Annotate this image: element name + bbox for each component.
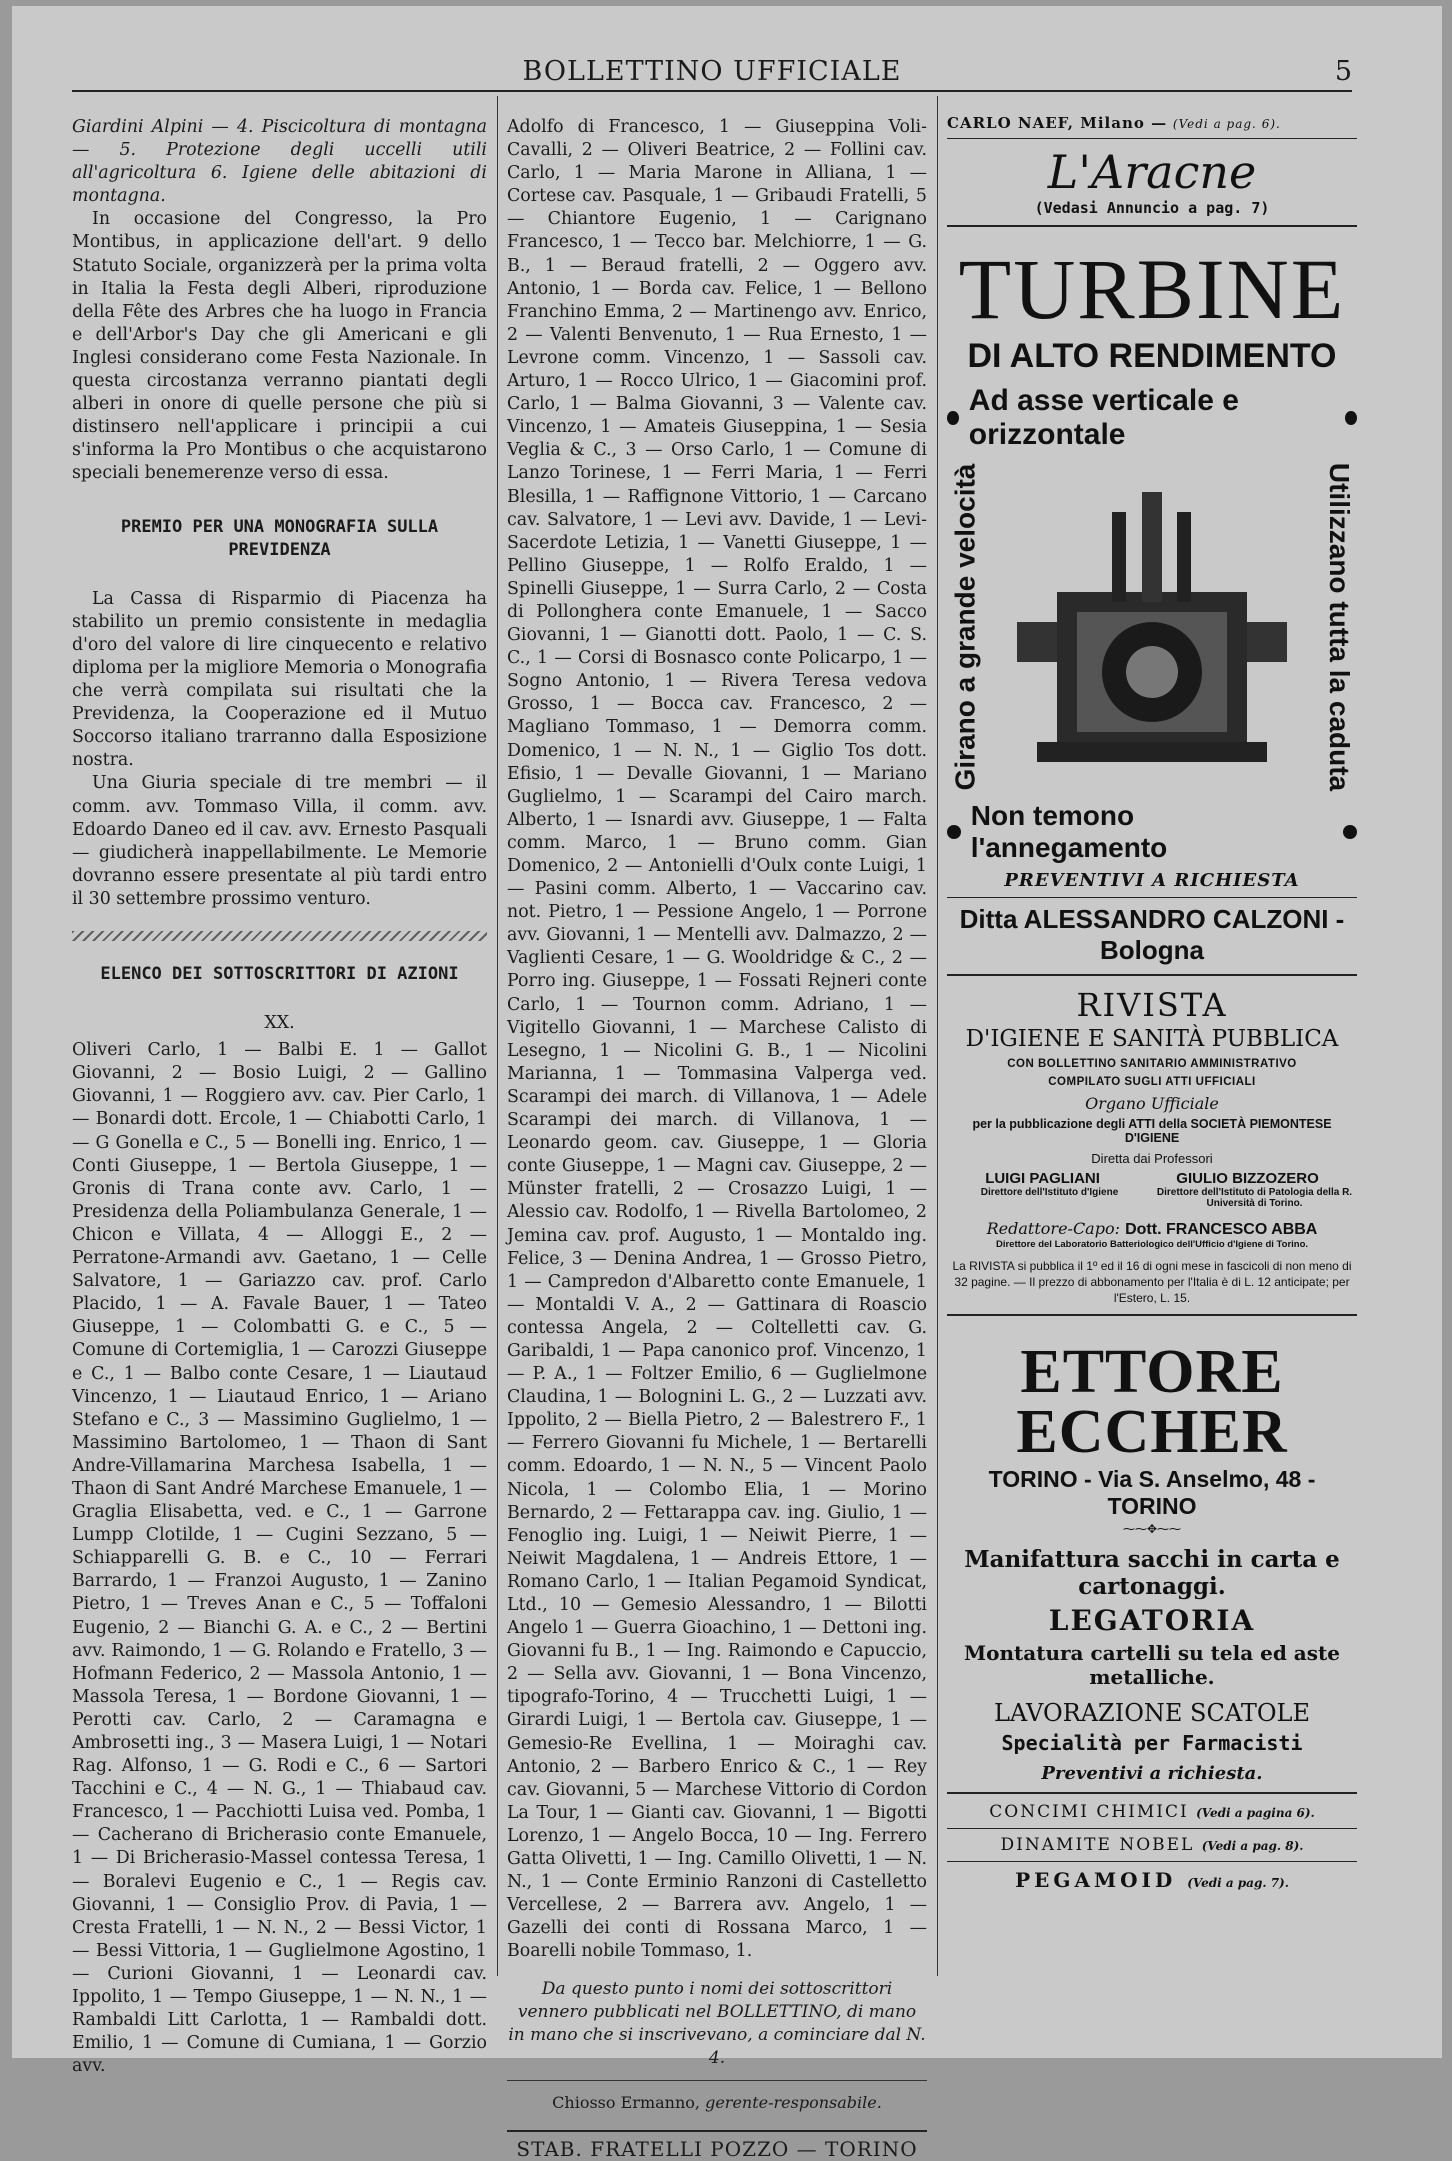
ad-annegamento-line xyxy=(947,800,1357,864)
paragraph-giuria: Una Giuria speciale di tre membri — il comm. avv. Tommaso Villa, il comm. avv. Edoardo Daneo ed il cav. avv. Ernesto Pasquali — giudicherà inappellabilmente. Le Memorie dovranno essere presentate al più tardi entro il 30 settembre prossimo venturo. xyxy=(72,773,487,909)
ad-ditta-calzoni: Ditta ALESSANDRO CALZONI - Bologna xyxy=(959,904,1345,965)
redattore-name: Dott. FRANCESCO ABBA xyxy=(1125,1221,1318,1238)
ad-turbine-title: TURBINE xyxy=(958,241,1346,337)
ad-alto-rendimento: DI ALTO RENDIMENTO xyxy=(967,337,1337,375)
bullet-icon xyxy=(947,411,959,425)
ad-pegamoid xyxy=(947,1868,1357,1892)
professor-bizzozero-role: Direttore dell'Istituto di Patologia della R. Università di Torino. xyxy=(1156,1187,1353,1209)
ad-rivista-title: RIVISTA xyxy=(1076,986,1228,1024)
ad-eccher-legatoria: LEGATORIA xyxy=(1048,1604,1256,1637)
ad-concimi xyxy=(947,1802,1357,1822)
professor-pagliani: LUIGI PAGLIANI xyxy=(985,1170,1100,1187)
ad-rivista-pubblicazione: per la pubblicazione degli ATTI della SOCIETÀ PIEMONTESE D'IGIENE xyxy=(972,1117,1332,1145)
ad-eccher-lavorazione: LAVORAZIONE SCATOLE xyxy=(993,1699,1310,1727)
ad-aracne-ref: (Vedasi Annuncio a pag. 7) xyxy=(1034,199,1270,217)
professor-pagliani-role: Direttore dell'Istituto d'Igiene xyxy=(980,1187,1119,1198)
ad-rivista-professor-roles xyxy=(947,1187,1357,1209)
ad-rivista-subtitle: D'IGIENE E SANITÀ PUBBLICA xyxy=(965,1026,1339,1052)
redattore-label: Redattore-Capo: xyxy=(986,1219,1120,1238)
paragraph-premio: La Cassa di Risparmio di Piacenza ha stabilito un premio consistente in medaglia d'oro del valore di lire cinquecento e relativo diploma per la migliore Memoria o Monografia che verrà compilata sui risultati che la Previdenza, la Cooperazione ed il Mutuo Soccorso italiano trarranno dalla Esposizione nostra. xyxy=(72,588,487,771)
ad-pegamoid-ref: (Vedi a pag. 7). xyxy=(1187,1876,1289,1890)
ad-eccher-manifattura: Manifattura sacchi in carta e cartonaggi. xyxy=(964,1546,1340,1600)
ad-eccher-title: ETTORE ECCHER xyxy=(1016,1338,1288,1466)
ad-eccher-montatura: Montatura cartelli su tela ed aste metalliche. xyxy=(964,1641,1340,1689)
bullet-icon xyxy=(947,825,961,839)
ad-rivista-compilato: COMPILATO SUGLI ATTI UFFICIALI xyxy=(1048,1076,1256,1088)
ad-pegamoid-name: PEGAMOID xyxy=(1015,1868,1177,1892)
ad-annegamento: Non temono l'annegamento xyxy=(970,800,1168,863)
redattore-role: Direttore del Laboratorio Batteriologico dell'Ufficio d'Igiene di Torino. xyxy=(995,1239,1309,1250)
ad-dinamite xyxy=(947,1835,1357,1855)
ad-rule xyxy=(947,974,1357,976)
ad-right-vertical-text xyxy=(1321,462,1357,792)
ad-eccher-preventivi: Preventivi a richiesta. xyxy=(1041,1763,1263,1784)
gerente-line xyxy=(507,2091,927,2114)
ad-rule xyxy=(947,1828,1357,1829)
ad-aracne-logo: L'Aracne xyxy=(1047,145,1257,199)
professor-bizzozero: GIULIO BIZZOZERO xyxy=(1176,1170,1319,1187)
ad-preventivi: PREVENTIVI A RICHIESTA xyxy=(1004,870,1300,891)
ad-rivista-bollettino: CON BOLLETTINO SANITARIO AMMINISTRATIVO xyxy=(1007,1058,1297,1070)
section-number: XX. xyxy=(264,1013,295,1034)
page-header xyxy=(72,44,1352,92)
ad-asse: Ad asse verticale e orizzontale xyxy=(968,384,1239,451)
ad-naef-ref: (Vedi a pag. 6). xyxy=(1172,117,1281,131)
column-advertisements xyxy=(947,114,1357,1896)
ad-left-vertical-label: Girano a grande velocità xyxy=(949,463,980,791)
subscriber-list-middle: Adolfo di Francesco, 1 — Giuseppina Voli-Cavalli, 2 — Oliveri Beatrice, 2 — Follini cav. Carlo, 1 — Maria Marone in Alliana, 1 — Cortese cav. Pasquale, 1 — Gribaudi Fratelli, 5 — Chiantore Eugenio, 1 — Carignano Francesco, 1 — Tecco bar. Melchiorre, 1 — G. B., 1 — Beraud fratelli, 2 — Oggero avv. Antonio, 1 — Borda cav. Felice, 1 — Bellono Franchino Emma, 2 — Martinengo avv. Enrico, 2 — Valenti Benvenuto, 1 — Rua Ernesto, 1 — Levrone comm. Vincenzo, 1 — Sassoli cav. Arturo, 1 — Rocco Ulrico, 1 — Giacomini prof. Carlo, 1 — Balma Giovanni, 3 — Valente cav. Vincenzo, 1 — Amateis Giuseppina, 1 — Sesia Veglia & C., 3 — Orso Carlo, 1 — Comune di Lanzo Torinese, 1 — Ferri Maria, 1 — Ferri Blesilla, 1 — Raffignone Vittorio, 1 — Carcano cav. Salvatore, 1 — Levi avv. Davide, 1 — Levi-Sacerdote Letizia, 1 — Vanetti Giuseppe, 1 — Pellino Giuseppe, 1 — Rolfo Eraldo, 1 — Spinelli Giuseppe, 1 — Surra Carlo, 2 — Costa di Pollonghera conte Emanuele, 1 — Sacco Giovanni, 1 — Gianotti dott. Paolo, 1 — C. S. C., 1 — Corsi di Bosnasco conte Policarpo, 1 — Sogno Antonio, 1 — Rivera Teresa vedova Grosso, 1 — Bocca cav. Francesco, 2 — Magliano Tommaso, 1 — Demorra comm. Domenico, 1 — N. N., 1 — Giglio Tos dott. Efisio, 1 — Devalle Giovanni, 1 — Mariano Guglielmo, 1 — Scarampi del Cairo march. Alberto, 1 — Isnardi avv. Giuseppe, 1 — Falta comm. Marco, 1 — Bruno comm. Gian Domenico, 2 — Antonielli d'Oulx conte Luigi, 1 — Pasini comm. Alberto, 1 — Vaccarino cav. not. Pietro, 1 — Pessione Angelo, 1 — Porrone avv. Giovanni, 1 — Mentelli avv. Dalmazzo, 2 — Vaglienti Cesare, 1 — G. Wooldridge & C., 2 — Porro ing. Giuseppe, 1 — Fossati Rejneri conte Carlo, 1 — Tournon comm. Adriano, 1 — Vigitello Giovanni, 1 — Marchese Calisto di Lesegno, 1 — Nicolini G. B., 1 — Nicolini Marianna, 1 — Tommasina Valperga ved. Scarampi dei march. di Villanova, 1 — Adele Scarampi dei march. di Villanova, 1 — Leonardo geom. cav. Giuseppe, 1 — Gloria conte Giuseppe, 1 — Magni cav. Giuseppe, 2 — Münster fratelli, 2 — Crosazzo Luigi, 1 — Alessio cav. Rodolfo, 1 — Rivella Bartolomeo, 2 Jemina cav. prof. Augusto, 1 — Montaldo ing. Felice, 3 — Denina Andrea, 1 — Grosso Pietro, 1 — Campredon d'Albaretto conte Emanuele, 1 — Montaldi V. A., 2 — Gattinara di Roascio contessa Angela, 2 — Coltelletti cav. G. Garibaldi, 1 — Papa canonico prof. Vincenzo, 1 — P. A., 1 — Foltzer Emilio, 6 — Guglielmone Claudina, 1 — Bolognini L. G., 2 — Luzzati avv. Ippolito, 2 — Biella Pietro, 2 — Balestrero F., 1 — Ferrero Giovanni fu Michele, 1 — Bertarelli comm. Edoardo, 1 — N. N., 5 — Vincent Paolo Nicola, 1 — Colombo Elia, 1 — Morino Bernardo, 2 — Fettarappa cav. ing. Giulio, 1 — Fenoglio ing. Luigi, 1 — Neiwit Pierre, 1 — Neiwit Magdalena, 1 — Andreis Ettore, 1 — Romano Carlo, 1 — Italian Pegamoid Syndicat, Ltd., 10 — Gemesio Alessandro, 1 — Bilotti Angelo 1 — Guerra Gioachino, 1 — Dettoni ing. Giovanni fu B., 1 — Ing. Raimondo e Capuccio, 2 — Sella avv. Giovanni, 1 — Bona Vincenzo, tipografo-Torino, 4 — Trucchetti Luigi, 1 — Girardi Luigi, 1 — Bertola cav. Giuseppe, 1 — Gemesio-Re Evellina, 1 — Moiraghi cav. Antonio, 2 — Barbero Enrico & C., 1 — Rey cav. Giovanni, 5 — Marchese Vittorio di Cordon La Tour, 1 — Gianti cav. Giovanni, 1 — Bigotti Lorenzo, 1 — Angelo Bocca, 10 — Ing. Ferrero Gatta Olivetti, 1 — Ing. Camillo Olivetti, 1 — N. N., 1 — Conte Erminio Ranzoni di Castelletto Vercellese, 2 — Barrera avv. Angelo, 1 — Gazelli dei conti di Rossana Marco, 1 — Boarelli nobile Tommaso, 1. xyxy=(507,117,927,1962)
column-divider-1 xyxy=(497,96,498,1976)
ad-rivista-diretta: Diretta dai Professori xyxy=(1091,1151,1213,1166)
subscriber-list-left: Oliveri Carlo, 1 — Balbi E. 1 — Gallot Giovanni, 2 — Bosio Luigi, 2 — Gallino Giovanni, 1 — Roggiero avv. cav. Pier Carlo, 1 — Bonardi dott. Ercole, 1 — Chiabotti Carlo, 1 — G Gonella e C., 5 — Bonelli ing. Enrico, 1 — Conti Giuseppe, 1 — Bertola Giuseppe, 1 — Gronis di Trana conte avv. Carlo, 1 — Presidenza della Poliambulanza Generale, 1 — Chicon e Villata, 4 — Alloggi E., 2 — Perratone-Armandi avv. Gaetano, 1 — Celle Salvatore, 1 — Gariazzo cav. prof. Carlo Placido, 1 — A. Favale Bauer, 1 — Tateo Giuseppe, 1 — Colombatti G. e C., 5 — Comune di Cortemiglia, 1 — Carozzi Giuseppe e C., 1 — Balbo conte Cesare, 1 — Liautaud Vincenzo, 1 — Liautaud Enrico, 1 — Ariano Stefano e C., 3 — Massimino Guglielmo, 1 — Massimino Bartolomeo, 1 — Thaon di Sant Andre-Villamarina Marchesa Isabella, 1 — Thaon di Sant André Marchese Emanuele, 1 — Graglia Elisabetta, ved. e C., 1 — Garrone Lumpp Clotilde, 1 — Cugini Sezzano, 5 — Schiapparelli G. B. e C., 10 — Ferrari Barrardo, 1 — Franzoi Augusto, 1 — Zanino Pietro, 1 — Treves Anan e C., 5 — Toffaloni Eugenio, 2 — Bianchi G. A. e C., 2 — Bertini avv. Raimondo, 1 — G. Rolando e Fratello, 3 — Hofmann Federico, 2 — Massola Antonio, 1 — Massola Teresa, 1 — Bordone Giovanni, 1 — Perotti cav. Carlo, 2 — Caramagna e Ambrosetti ing., 3 — Masera Luigi, 1 — Notari Rag. Alfonso, 1 — G. Rodi e C., 6 — Sartori Tacchini e C., 4 — N. G., 1 — Thiabaud cav. Francesco, 1 — Pacchiotti Luisa ved. Pomba, 1 — Cacherano di Bricherasio conte Emanuele, 1 — Di Bricherasio-Massel contessa Teresa, 1 — Boralevi Eugenio e C., 1 — Regis cav. Giovanni, 1 — Consiglio Prov. di Pavia, 1 — Cresta Fratelli, 1 — N. N., 2 — Bessi Victor, 1 — Bessi Vittoria, 1 — Guglielmone Agostino, 1 — Curioni Giovanni, 1 — Leonardi cav. Ippolito, 1 — Tempo Giuseppe, 1 — N. N., 1 — Rambaldi Litt Carlotta, 1 — Rambaldi dott. Emilio, 1 — Comune di Cumiana, 1 — Gorzio avv. xyxy=(72,1040,487,2077)
ad-rule xyxy=(947,225,1357,227)
ad-eccher-specialita: Specialità per Farmacisti xyxy=(1001,1731,1303,1755)
column-left xyxy=(72,116,487,2078)
bullet-icon xyxy=(1343,825,1357,839)
ornament-icon: ⁓⁓✥⁓⁓ xyxy=(1122,1522,1182,1536)
ad-rule xyxy=(947,897,1357,898)
ad-naef-name: CARLO NAEF, Milano — xyxy=(947,114,1168,132)
ad-left-vertical-text xyxy=(947,462,983,792)
ad-concimi-ref: (Vedi a pagina 6). xyxy=(1196,1806,1315,1820)
intro-list: Giardini Alpini — 4. Piscicoltura di montagna — 5. Protezione degli uccelli utili all'agricoltura 6. Igiene delle abitazioni di montagna. xyxy=(72,117,487,207)
ad-concimi-name: CONCIMI CHIMICI xyxy=(989,1802,1189,1822)
printer-line: STAB. FRATELLI POZZO — TORINO xyxy=(507,2130,927,2161)
gerente-name: Chiosso Ermanno, xyxy=(552,2092,700,2112)
section-title-elenco: ELENCO DEI SOTTOSCRITTORI DI AZIONI xyxy=(100,964,459,984)
ad-turbine-illustration xyxy=(947,462,1357,792)
ad-rivista-redattore xyxy=(947,1219,1357,1239)
ad-dinamite-ref: (Vedi a pag. 8). xyxy=(1201,1839,1304,1853)
ad-asse-line xyxy=(947,384,1357,452)
subscribers-note: Da questo punto i nomi dei sottoscrittori vennero pubblicati nel BOLLETTINO, di mano in mano che si inscrivevano, a cominciare dal N. 4. xyxy=(508,1978,926,2068)
ad-rule xyxy=(947,1314,1357,1316)
section-title-premio: PREMIO PER UNA MONOGRAFIA SULLA PREVIDENZA xyxy=(120,516,439,560)
gerente-role: gerente-responsabile. xyxy=(705,2092,882,2112)
paragraph-pro-montibus: In occasione del Congresso, la Pro Montibus, in applicazione dell'art. 9 dello Statuto Sociale, organizzerà per la prima volta in Italia la Festa degli Alberi, riproduzione della Fête des Arbres che ha luogo in Francia e dell'Arbor's Day che gli Americani e gli Inglesi considerano come Festa Nazionale. In questa circostanza verranno piantati degli alberi in onore di quelle persone che più si distinsero nell'applicare i principii a cui s'informa la Pro Montibus o che acquistarono speciali benemerenze verso di essa. xyxy=(72,209,487,484)
column-middle xyxy=(507,116,927,2161)
ornamental-divider xyxy=(72,931,487,941)
bulletin-title: BOLLETTINO UFFICIALE xyxy=(522,56,902,87)
ad-dinamite-name: DINAMITE NOBEL xyxy=(1000,1835,1195,1855)
ad-naef xyxy=(947,114,1357,132)
ad-rivista-note: La RIVISTA si pubblica il 1º ed il 16 di ogni mese in fascicoli di non meno di 32 pagine. — Il prezzo di abbonamento per l'Italia è di L. 12 anticipate; per l'Estero, L. 15. xyxy=(952,1259,1352,1305)
ad-rule xyxy=(947,1792,1357,1794)
ad-eccher-address: TORINO - Via S. Anselmo, 48 - TORINO xyxy=(988,1466,1316,1519)
page-number: 5 xyxy=(1334,56,1352,87)
ad-rivista-professors xyxy=(947,1170,1357,1187)
note-rule xyxy=(507,2080,927,2081)
page xyxy=(12,6,1442,2161)
turbine-machine-icon xyxy=(1017,472,1287,782)
ad-right-vertical-label: Utilizzano tutta la caduta xyxy=(1324,462,1355,792)
ad-rule xyxy=(947,1861,1357,1862)
ad-rule xyxy=(947,138,1357,139)
column-divider-2 xyxy=(937,96,938,1976)
ad-rivista-organo: Organo Ufficiale xyxy=(1085,1094,1219,1113)
bullet-icon xyxy=(1345,411,1357,425)
